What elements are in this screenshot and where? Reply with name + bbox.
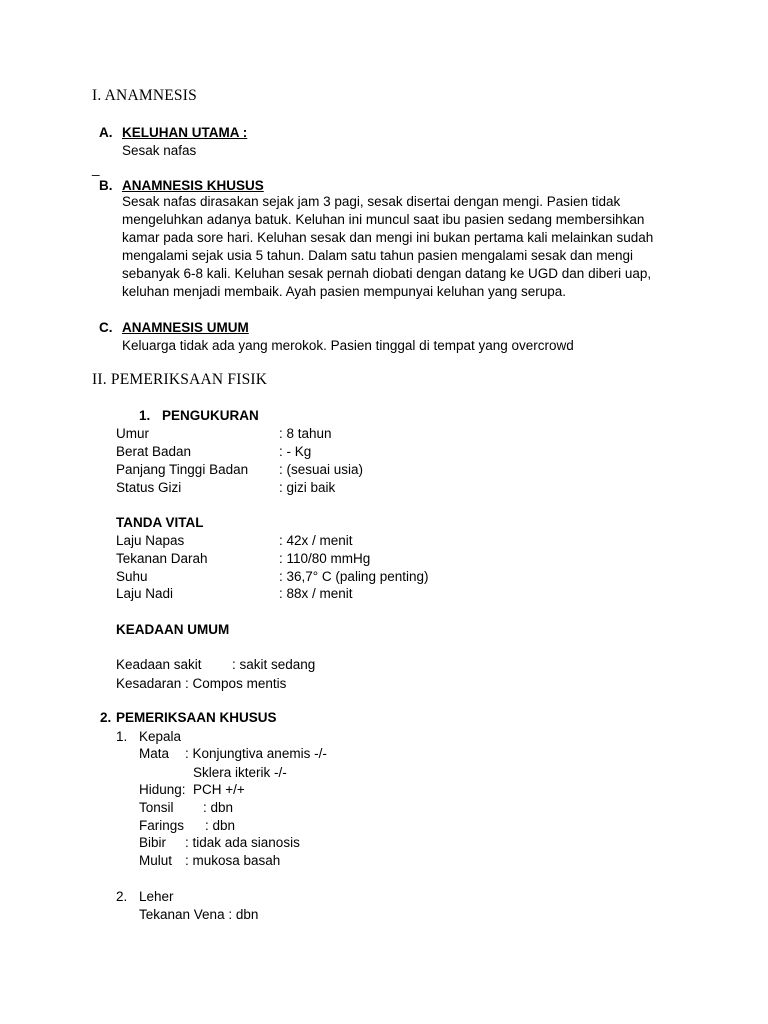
heading-keluhan-utama: KELUHAN UTAMA : xyxy=(122,125,248,140)
row-label-status-gizi: Status Gizi xyxy=(116,480,182,495)
row-label-umur: Umur xyxy=(116,426,149,441)
row-label-tonsil: Tonsil xyxy=(139,800,174,815)
heading-anamnesis-khusus: ANAMNESIS KHUSUS xyxy=(122,178,264,193)
row-value-laju-nadi: : 88x / menit xyxy=(279,586,353,601)
row-value-mulut: : mukosa basah xyxy=(185,853,281,868)
row-label-bibir: Bibir xyxy=(139,835,167,850)
paragraph-line: keluhan menjadi membaik. Ayah pasien mempunyai keluhan yang serupa. xyxy=(122,284,567,299)
item-label-b: B. xyxy=(99,178,113,193)
heading-tanda-vital: TANDA VITAL xyxy=(116,515,204,530)
row-label-hidung: Hidung: xyxy=(139,782,186,797)
khusus-number: 2. xyxy=(100,710,112,725)
heading-pemeriksaan-khusus: PEMERIKSAAN KHUSUS xyxy=(116,710,277,725)
leher-tekanan-vena: Tekanan Vena : dbn xyxy=(139,907,259,922)
paragraph-line: sebanyak 6-8 kali. Keluhan sesak pernah diobati dengan datang ke UGD dan diberi uap, xyxy=(122,266,652,281)
row-value-farings: : dbn xyxy=(205,818,236,833)
paragraph-line: mengeluhkan adanya batuk. Keluhan ini muncul saat ibu pasien sedang membersihkan xyxy=(122,212,645,227)
row-value-status-gizi: : gizi baik xyxy=(279,480,336,495)
row-value-suhu: : 36,7° C (paling penting) xyxy=(279,569,429,584)
paragraph-line: kamar pada sore hari. Keluhan sesak dan mengi ini bukan pertama kali melainkan sudah xyxy=(122,230,654,245)
keluhan-utama-text: Sesak nafas xyxy=(122,143,197,158)
anamnesis-umum-text: Keluarga tidak ada yang merokok. Pasien tinggal di tempat yang overcrowd xyxy=(122,338,574,353)
anamnesis-khusus-paragraph xyxy=(122,193,682,301)
row-value-tekanan-darah: : 110/80 mmHg xyxy=(279,551,371,566)
row-value-panjang-tinggi: : (sesuai usia) xyxy=(279,462,364,477)
item-label-c: C. xyxy=(99,320,113,335)
row-value-laju-napas: : 42x / menit xyxy=(279,533,353,548)
row-value-bibir: : tidak ada sianosis xyxy=(185,835,300,850)
row-value-mata: : Konjungtiva anemis -/- xyxy=(185,746,327,761)
row-label-mulut: Mulut xyxy=(139,853,173,868)
paragraph-line: mengalami sejak usia 5 tahun. Dalam satu tahun pasien mengalami sesak dan mengi xyxy=(122,248,634,263)
row-value-tonsil: : dbn xyxy=(203,800,234,815)
leher-title: Leher xyxy=(139,889,174,904)
row-label-panjang-tinggi: Panjang Tinggi Badan xyxy=(116,462,249,477)
row-label-suhu: Suhu xyxy=(116,569,148,584)
section-title-anamnesis: I. ANAMNESIS xyxy=(92,87,197,104)
heading-keadaan-umum: KEADAAN UMUM xyxy=(116,622,230,637)
row-label-laju-nadi: Laju Nadi xyxy=(116,586,174,601)
row-value-berat-badan: : - Kg xyxy=(279,444,312,459)
stray-underscore: _ xyxy=(92,161,100,176)
kesadaran-text: Kesadaran : Compos mentis xyxy=(116,676,287,691)
row-value-sklera: Sklera ikterik -/- xyxy=(193,765,287,780)
row-label-mata: Mata xyxy=(139,746,170,761)
row-label-laju-napas: Laju Napas xyxy=(116,533,185,548)
item-label-a: A. xyxy=(99,125,113,140)
keadaan-sakit-value: : sakit sedang xyxy=(232,657,316,672)
section-title-pemeriksaan-fisik: II. PEMERIKSAAN FISIK xyxy=(92,371,268,388)
heading-pengukuran: PENGUKURAN xyxy=(162,408,259,423)
keadaan-sakit-label: Keadaan sakit xyxy=(116,657,202,672)
row-label-berat-badan: Berat Badan xyxy=(116,444,192,459)
pengukuran-number: 1. xyxy=(139,408,151,423)
leher-number: 2. xyxy=(116,889,128,904)
row-label-tekanan-darah: Tekanan Darah xyxy=(116,551,208,566)
kepala-number: 1. xyxy=(116,729,128,744)
kepala-title: Kepala xyxy=(139,729,182,744)
paragraph-line: Sesak nafas dirasakan sejak jam 3 pagi, sesak disertai dengan mengi. Pasien tidak xyxy=(122,194,621,209)
row-label-farings: Farings xyxy=(139,818,185,833)
row-value-umur: : 8 tahun xyxy=(279,426,332,441)
heading-anamnesis-umum: ANAMNESIS UMUM xyxy=(122,320,249,335)
row-value-hidung: PCH +/+ xyxy=(193,782,245,797)
